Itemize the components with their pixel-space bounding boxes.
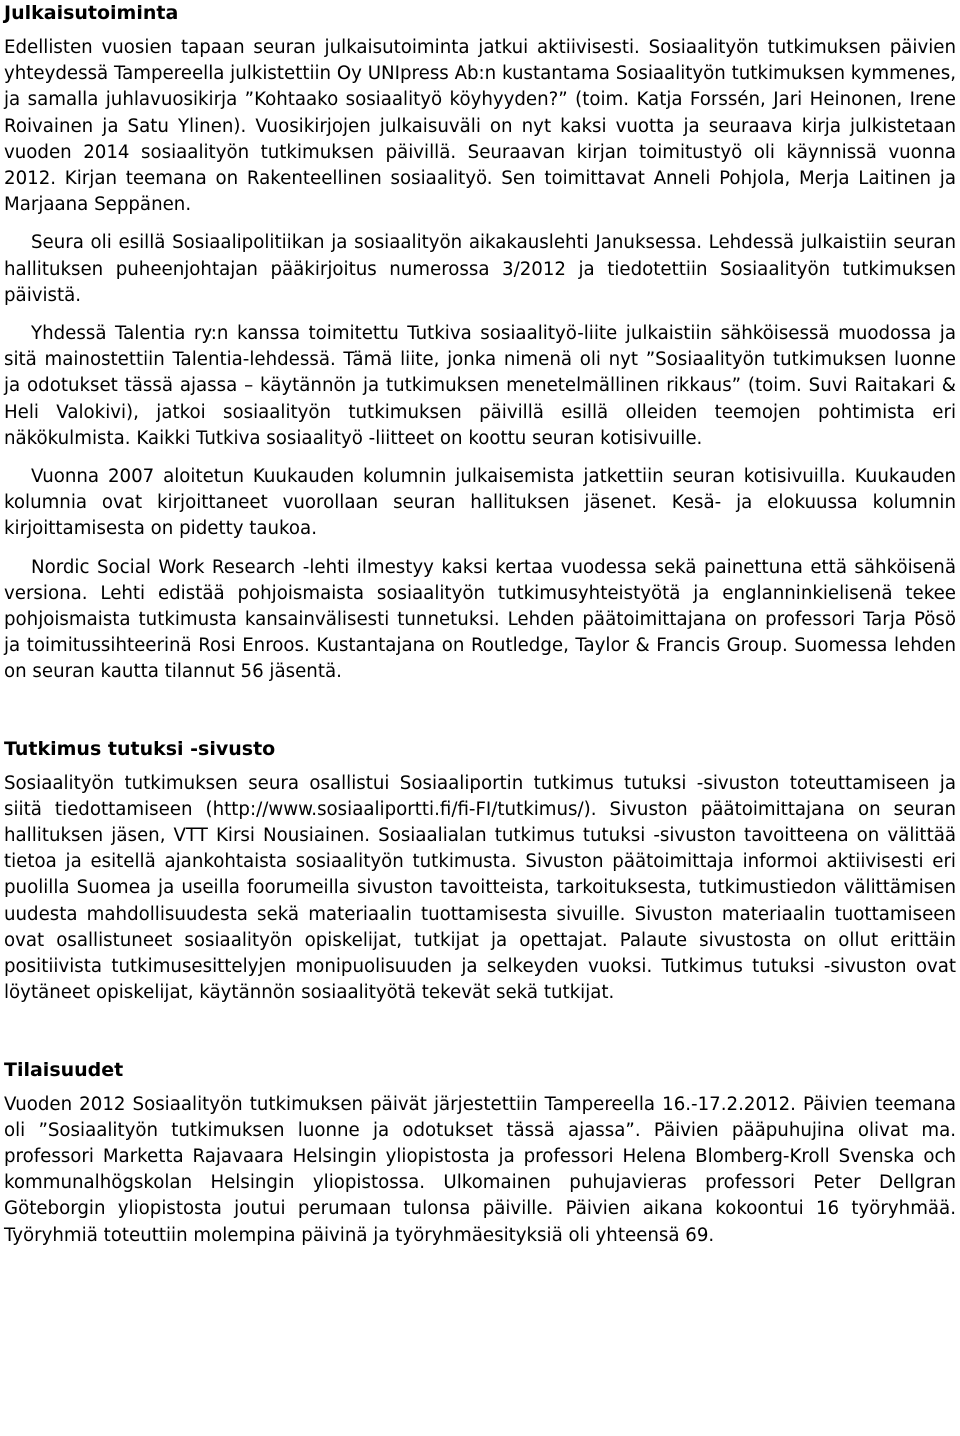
paragraph: Sosiaalityön tutkimuksen seura osallistui Sosiaaliportin tutkimus tutuksi -sivuston toteuttamiseen ja siitä tiedottamiseen (http://www.sosiaaliportti.fi/fi-FI/tutkimus/). Sivuston päätoimittajana on seuran hallituksen jäsen, VTT Kirsi Nousiainen. Sosiaalialan tutkimus tutuksi -sivuston tavoitteena on välittää tietoa ja esitellä ajankohtaista sosiaalityön tutkimusta. Sivuston päätoimittaja informoi aktiivisesti eri puolilla Suomea ja useilla foorumeilla sivuston tavoitteista, tarkoituksesta, tutkimustiedon välittämisen uudesta mahdollisuudesta sekä materiaalin tuottamisesta sivuille. Sivuston materiaalin tuottamiseen ovat osallistuneet sosiaalityön opiskelijat, tutkijat ja opettajat. Palaute sivustosta on ollut erittäin positiivista tutkimusesittelyjen monipuolisuuden ja selkeyden vuoksi. Tutkimus tutuksi -sivuston ovat löytäneet opiskelijat, käytännön sosiaalityötä tekevät sekä tutkijat. bbox=[4, 772, 956, 1004]
paragraph: Vuonna 2007 aloitetun Kuukauden kolumnin julkaisemista jatkettiin seuran kotisivuilla. Kuukauden kolumnia ovat kirjoittaneet vuorollaan seuran hallituksen jäsenet. Kesä- ja elokuussa kolumnin kirjoittamisesta on pidetty taukoa. bbox=[4, 466, 956, 540]
section-heading: Julkaisutoiminta bbox=[4, 2, 179, 24]
section-tilaisuudet bbox=[4, 1057, 956, 1249]
paragraph: Seura oli esillä Sosiaalipolitiikan ja sosiaalityön aikakauslehti Januksessa. Lehdessä julkaistiin seuran hallituksen puheenjohtajan pääkirjoitus numerossa 3/2012 ja tiedotettiin Sosiaalityön tutkimuksen päivistä. bbox=[4, 232, 956, 306]
section-heading: Tilaisuudet bbox=[4, 1058, 124, 1081]
paragraph: Vuoden 2012 Sosiaalityön tutkimuksen päivät järjestettiin Tampereella 16.-17.2.2012. Päivien teemana oli ”Sosiaalityön tutkimuksen luonne ja odotukset tässä ajassa”. Päivien pääpuhujina olivat ma. professori Marketta Rajavaara Helsingin yliopistosta ja professori Helena Blomberg-Kroll Svenska och kommunalhögskolan Helsingin yliopistossa. Ulkomainen puhujavieras professori Peter Dellgran Göteborgin yliopistosta joutui perumaan tulonsa päiville. Päivien aikana kokoontui 16 työryhmää. Työryhmiä toteuttiin molempina päivinä ja työryhmäesityksiä oli yhteensä 69. bbox=[4, 1093, 956, 1246]
paragraph: Edellisten vuosien tapaan seuran julkaisutoiminta jatkui aktiivisesti. Sosiaalityön tutkimuksen päivien yhteydessä Tampereella julkistettiin Oy UNIpress Ab:n kustantama Sosiaalityön tutkimuksen kymmenes, ja samalla juhlavuosikirja ”Kohtaako sosiaalityö köyhyyden?” (toim. Katja Forssén, Jari Heinonen, Irene Roivainen ja Satu Ylinen). Vuosikirjojen julkaisuväli on nyt kaksi vuotta ja seuraava kirja julkistetaan vuoden 2014 sosiaalityön tutkimuksen päivillä. Seuraavan kirjan toimitustyö oli käynnissä vuonna 2012. Kirjan teemana on Rakenteellinen sosiaalityö. Sen toimittavat Anneli Pohjola, Merja Laitinen ja Marjaana Seppänen. bbox=[4, 37, 956, 216]
section-tutkimus-tutuksi bbox=[4, 736, 956, 1007]
paragraph: Nordic Social Work Research -lehti ilmestyy kaksi kertaa vuodessa sekä painettuna että sähköisenä versiona. Lehti edistää pohjoismaista sosiaalityön tutkimusyhteistyötä ja englanninkielisenä tekee pohjoismaista tutkimusta kansainvälisesti tunnetuksi. Lehden päätoimittajana on professori Tarja Pösö ja toimitussihteerinä Rosi Enroos. Kustantajana on Routledge, Taylor & Francis Group. Suomessa lehden on seuran kautta tilannut 56 jäsentä. bbox=[4, 556, 956, 683]
section-heading: Tutkimus tutuksi -sivusto bbox=[4, 737, 276, 760]
paragraph: Yhdessä Talentia ry:n kanssa toimitettu Tutkiva sosiaalityö-liite julkaistiin sähköisessä muodossa ja sitä mainostettiin Talentia-lehdessä. Tämä liite, jonka nimenä oli nyt ”Sosiaalityön tutkimuksen luonne ja odotukset tässä ajassa – käytännön ja tutkimuksen menetelmällinen rikkaus” (toim. Suvi Raitakari & Heli Valokivi), jatkoi sosiaalityön tutkimuksen päivillä esillä olleiden teemojen pohtimista eri näkökulmista. Kaikki Tutkiva sosiaalityö -liitteet on koottu seuran kotisivuille. bbox=[4, 323, 956, 449]
document-page bbox=[4, 0, 956, 1249]
section-julkaisutoiminta bbox=[4, 0, 956, 686]
